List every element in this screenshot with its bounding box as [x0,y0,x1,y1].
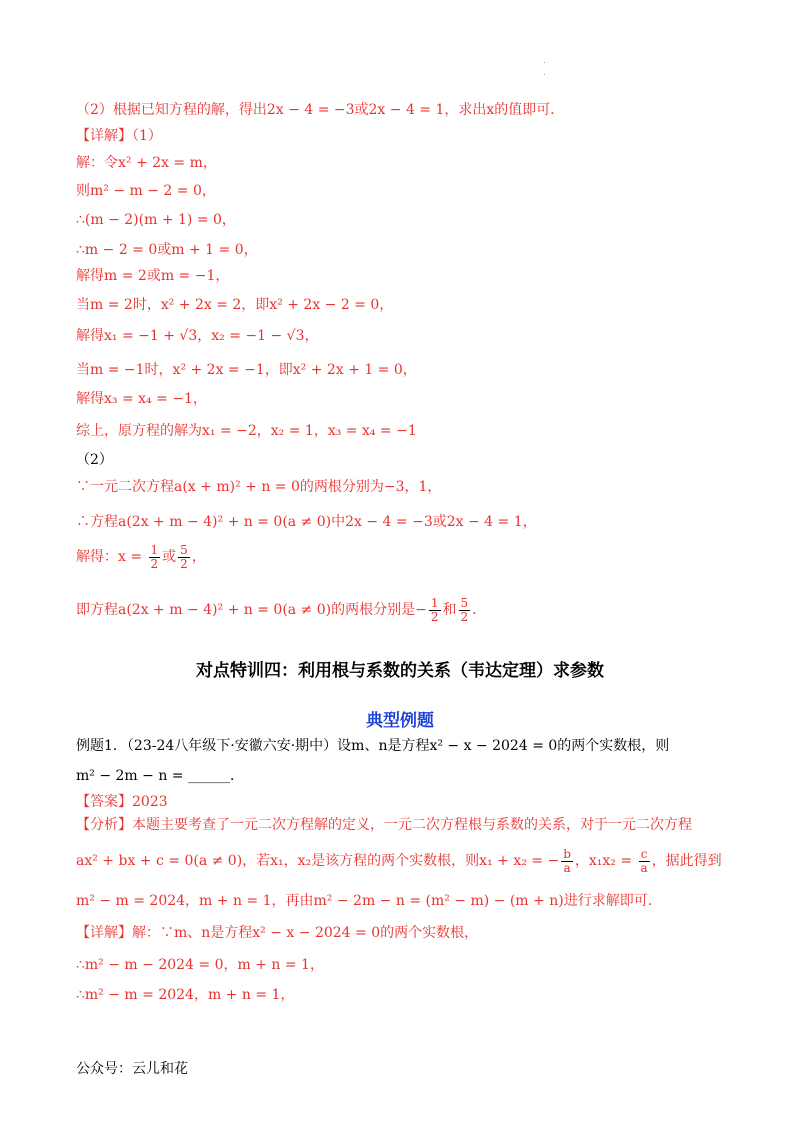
text-segment: ． [472,602,487,619]
fraction-numerator: 1 [430,596,439,610]
fraction [561,848,573,874]
footer-account: 公众号：云儿和花 [76,1061,188,1077]
page-mark-dot: . [543,68,546,77]
text-segment: ，据此得到 [651,853,722,870]
fraction-denominator: 2 [150,556,159,571]
detail-line: 【详解】解：∵m、n是方程x² − x − 2024 = 0的两个实数根， [76,925,479,941]
fraction-denominator: 2 [430,609,439,624]
page-mark-dot: . [543,56,546,65]
solution-result-fraction [76,597,760,623]
analysis-line: m² − m = 2024，m + n = 1，再由m² − 2m − n = (m² − m) − (m + n)进行求解即可． [76,893,662,909]
solution-step: 解：令x² + 2x = m， [76,155,217,171]
fraction [429,597,441,623]
fraction-numerator: 5 [180,543,188,557]
text-segment: 解得：x = [76,549,147,566]
solution-step: 解得x₃ = x₄ = −1， [76,391,207,407]
fraction-numerator: b [563,847,571,861]
solution-step: ∵一元二次方程a(x + m)² + n = 0的两根分别为−3，1， [76,479,442,495]
detail-line: ∴m² − m = 2024，m + n = 1， [76,987,295,1003]
analysis-vieta-line [76,848,760,874]
section-title: 对点特训四：利用根与系数的关系（韦达定理）求参数 [196,661,604,681]
fraction [459,597,471,623]
solution-step: 解得m = 2或m = −1， [76,268,230,284]
subsection-title: 典型例题 [366,711,434,731]
solution-step: 则m² − m − 2 = 0， [76,183,216,199]
fraction-denominator: a [563,860,571,875]
text-segment: ， [191,549,206,566]
solution-conclusion: 综上，原方程的解为x₁ = −2，x₂ = 1，x₃ = x₄ = −1 [76,423,417,439]
fraction-denominator: 2 [460,609,469,624]
solution-step: ∴m − 2 = 0或m + 1 = 0， [76,242,258,258]
fraction [178,544,190,570]
detail-label: 【详解】（1） [76,128,162,144]
part-label: （2） [76,452,113,468]
solution-step: ∴方程a(2x + m − 4)² + n = 0(a ≠ 0)中2x − 4 = −3或2x − 4 = 1， [76,514,537,530]
text-segment: 或 [162,549,177,566]
solution-step: 解得x₁ = −1 + √3，x₂ = −1 − √3， [76,328,319,344]
fraction-denominator: a [640,860,648,875]
solution-step-fraction [76,544,760,570]
fraction-numerator: 5 [460,596,469,610]
analysis-line: 【分析】本题主要考查了一元二次方程解的定义，一元二次方程根与系数的关系，对于一元二次方程 [76,817,692,833]
detail-line: ∴m² − m − 2024 = 0，m + n = 1， [76,957,324,973]
example-question-blank: m² − 2m − n = ______． [76,768,244,784]
solution-step: 当m = 2时，x² + 2x = 2，即x² + 2x − 2 = 0， [76,297,394,313]
solution-step: 当m = −1时，x² + 2x = −1，即x² + 2x + 1 = 0， [76,362,417,378]
fraction-numerator: c [639,848,650,862]
fraction [639,848,650,874]
example-question: 例题1．（23-24八年级下·安徽六安·期中）设m、n是方程x² − x − 2024 = 0的两个实数根，则 [76,738,670,754]
fraction [149,544,161,570]
solution-step: ∴(m − 2)(m + 1) = 0， [76,212,236,228]
text-segment: ax² + bx + c = 0(a ≠ 0)，若x₁，x₂是该方程的两个实数根，则x₁ + x₂ = − [76,853,560,870]
solution-hint-line: （2）根据已知方程的解，得出2x − 4 = −3或2x − 4 = 1，求出x的值即可． [76,102,565,118]
answer-line: 【答案】2023 [76,794,168,810]
fraction-numerator: 1 [150,543,159,557]
fraction-denominator: 2 [180,556,188,571]
text-segment: 和 [442,602,457,619]
text-segment: 即方程a(2x + m − 4)² + n = 0(a ≠ 0)的两根分别是− [76,602,427,619]
text-segment: ，x₁x₂ = [574,853,637,870]
